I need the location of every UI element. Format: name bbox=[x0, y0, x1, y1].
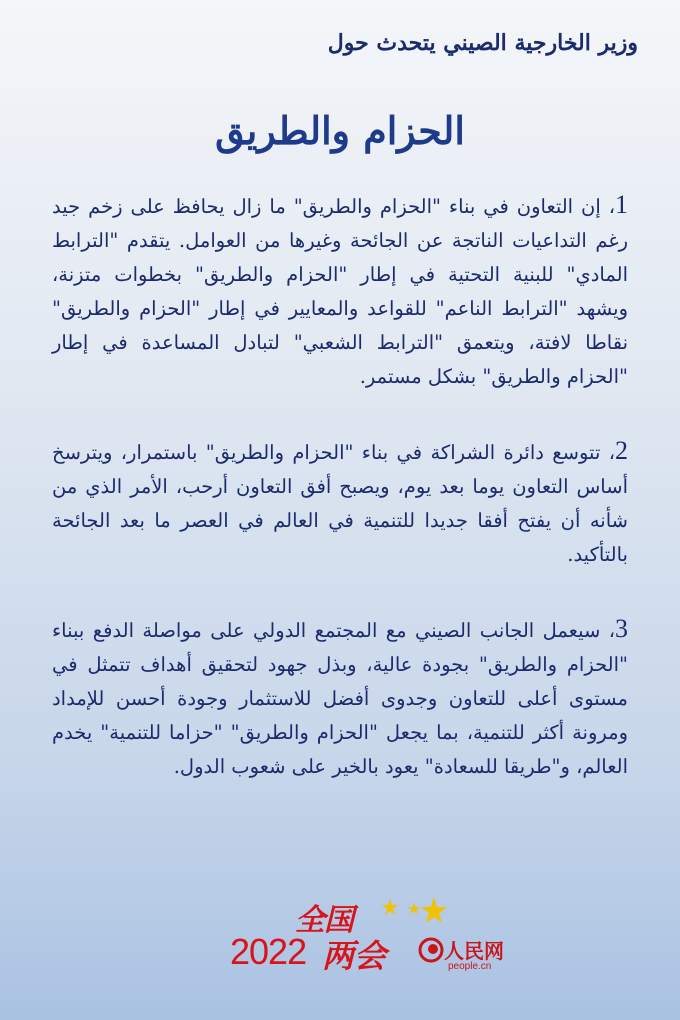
subtitle: وزير الخارجية الصيني يتحدث حول bbox=[327, 30, 638, 56]
logo-year: 2022 bbox=[230, 931, 307, 972]
paragraph-3 bbox=[52, 612, 628, 784]
logo-cn-bottom: 两会 bbox=[322, 937, 387, 975]
paragraph-number: 1 bbox=[615, 190, 628, 219]
paragraph-number: 2 bbox=[615, 436, 628, 465]
logo-cn-top: 全国 bbox=[295, 903, 353, 938]
paragraph-text: ، سيعمل الجانب الصيني مع المجتمع الدولي على مواصلة الدفع ببناء "الحزام والطريق" بجودة عالية، وبذل جهود لتحقيق أهداف تتمثل في مستوى أعلى للتعاون وجدوى أفضل للاستثمار وجودة أحسن للإمداد ومرونة أكثر للتنمية، بما يجعل "الحزام والطريق" "حزاما للتنمية" يخدم العالم، و"طريقا للسعادة" يعود بالخير على شعوب الدول. bbox=[52, 619, 628, 778]
paragraph-2 bbox=[52, 434, 628, 572]
logo-url: people.cn bbox=[448, 961, 492, 972]
stars-icon bbox=[370, 895, 450, 935]
footer-logo bbox=[230, 895, 510, 995]
paragraph-text: ، إن التعاون في بناء "الحزام والطريق" ما زال يحافظ على زخم جيد رغم التداعيات الناتجة عن الجائحة وغيرها من العوامل. يتقدم "الترابط المادي" للبنية التحتية في إطار "الحزام والطريق" بخطوات متزنة، ويشهد "الترابط الناعم" للقواعد والمعايير في إطار "الحزام والطريق" نقاطا لافتة، ويتعمق "الترابط الشعبي" لتبادل المساعدة في إطار "الحزام والطريق" بشكل مستمر. bbox=[52, 195, 628, 388]
page-title: الحزام والطريق bbox=[215, 108, 465, 153]
article-body bbox=[52, 188, 628, 824]
people-logo-icon bbox=[418, 937, 444, 963]
logo-text: 人民网 bbox=[444, 939, 504, 963]
header bbox=[42, 30, 638, 56]
paragraph-number: 3 bbox=[615, 614, 628, 643]
paragraph-1 bbox=[52, 188, 628, 394]
paragraph-text: ، تتوسع دائرة الشراكة في بناء "الحزام والطريق" باستمرار، ويترسخ أساس التعاون يوما بعد يوم، ويصبح أفق التعاون أرحب، الأمر الذي من شأنه أن يفتح أفقا جديدا للتنمية في العالم في العصر ما بعد الجائحة بالتأكيد. bbox=[52, 441, 628, 566]
